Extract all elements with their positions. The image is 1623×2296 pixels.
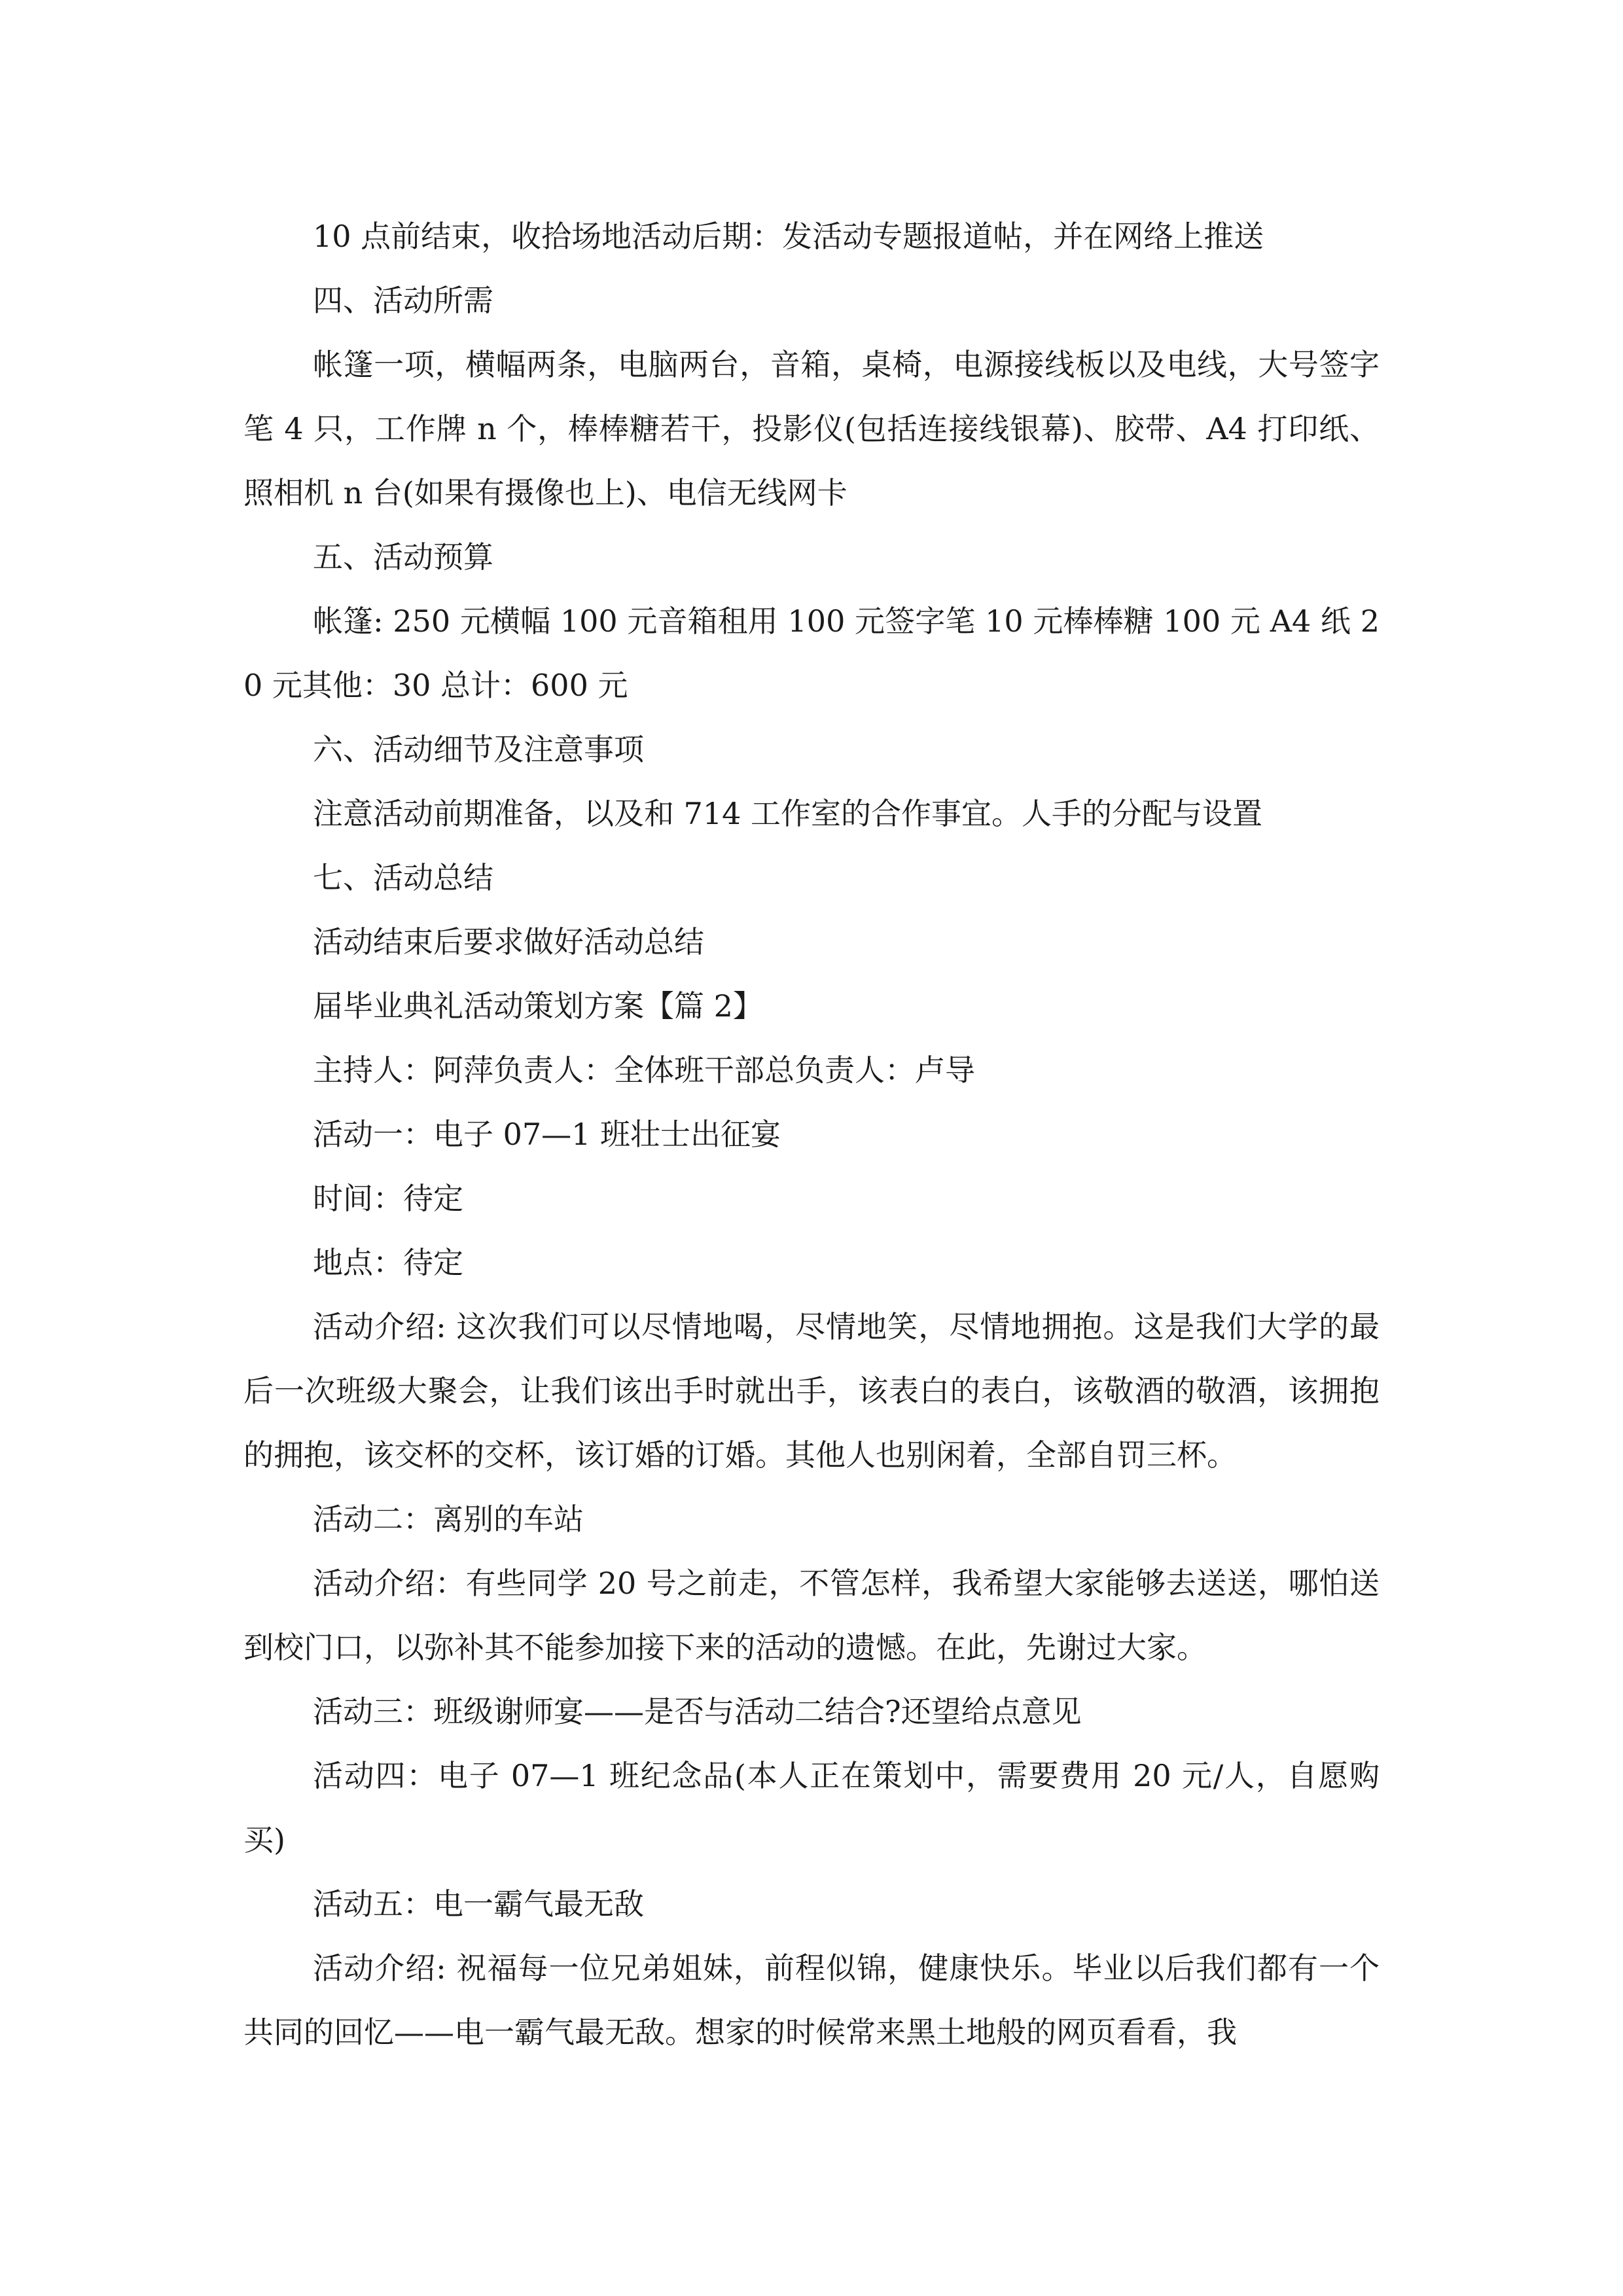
paragraph-location: 地点：待定 bbox=[313, 1245, 463, 1280]
paragraph-activity-one-intro: 活动介绍: 这次我们可以尽情地喝，尽情地笑，尽情地拥抱。这是我们大学的最后一次班级大聚会，让我们该出手时就出手，该表白的表白，该敬酒的敬酒，该拥抱的拥抱，该交杯的交杯，该订婚的订婚。其他人也别闲着，全部自罚三杯。 bbox=[243, 1309, 1380, 1473]
paragraph-activity-five-intro: 活动介绍: 祝福每一位兄弟姐妹，前程似锦，健康快乐。毕业以后我们都有一个共同的回忆——电一霸气最无敌。想家的时候常来黑土地般的网页看看，我 bbox=[243, 1950, 1380, 2050]
heading-activity-budget: 五、活动预算 bbox=[313, 539, 493, 575]
paragraph-summary-requirement: 活动结束后要求做好活动总结 bbox=[313, 924, 704, 960]
paragraph-activity-two: 活动二：离别的车站 bbox=[313, 1501, 584, 1537]
heading-activity-summary: 七、活动总结 bbox=[313, 860, 493, 895]
paragraph-activity-four: 活动四：电子 07—1 班纪念品(本人正在策划中，需要费用 20 元/人，自愿购买) bbox=[243, 1758, 1380, 1857]
paragraph-budget-items: 帐篷: 250 元横幅 100 元音箱租用 100 元签字笔 10 元棒棒糖 100 元 A4 纸 20 元其他：30 总计：600 元 bbox=[243, 603, 1380, 703]
paragraph-activity-five: 活动五：电一霸气最无敌 bbox=[313, 1886, 644, 1922]
section-title-plan-2: 届毕业典礼活动策划方案【篇 2】 bbox=[313, 988, 763, 1024]
paragraph-activity-three: 活动三：班级谢师宴——是否与活动二结合?还望给点意见 bbox=[313, 1694, 1082, 1729]
paragraph-needs-list: 帐篷一项，横幅两条，电脑两台，音箱，桌椅，电源接线板以及电线，大号签字笔 4 只，工作牌 n 个，棒棒糖若干，投影仪(包括连接线银幕)、胶带、A4 打印纸、照相机 n 台(如果有摄像也上)、电信无线网卡 bbox=[243, 347, 1380, 511]
paragraph-activity-end: 10 点前结束，收拾场地活动后期：发活动专题报道帖，并在网络上推送 bbox=[313, 219, 1264, 254]
paragraph-activity-one: 活动一：电子 07—1 班壮士出征宴 bbox=[313, 1117, 781, 1152]
heading-details-notes: 六、活动细节及注意事项 bbox=[313, 732, 644, 767]
paragraph-time: 时间：待定 bbox=[313, 1181, 463, 1216]
paragraph-hosts: 主持人：阿萍负责人：全体班干部总负责人：卢导 bbox=[313, 1052, 975, 1088]
paragraph-activity-two-intro: 活动介绍：有些同学 20 号之前走，不管怎样，我希望大家能够去送送，哪怕送到校门口，以弥补其不能参加接下来的活动的遗憾。在此，先谢过大家。 bbox=[243, 1566, 1380, 1665]
paragraph-preparation-notes: 注意活动前期准备，以及和 714 工作室的合作事宜。人手的分配与设置 bbox=[313, 796, 1263, 831]
document-body bbox=[243, 204, 1380, 2064]
heading-activity-needs: 四、活动所需 bbox=[313, 283, 493, 318]
